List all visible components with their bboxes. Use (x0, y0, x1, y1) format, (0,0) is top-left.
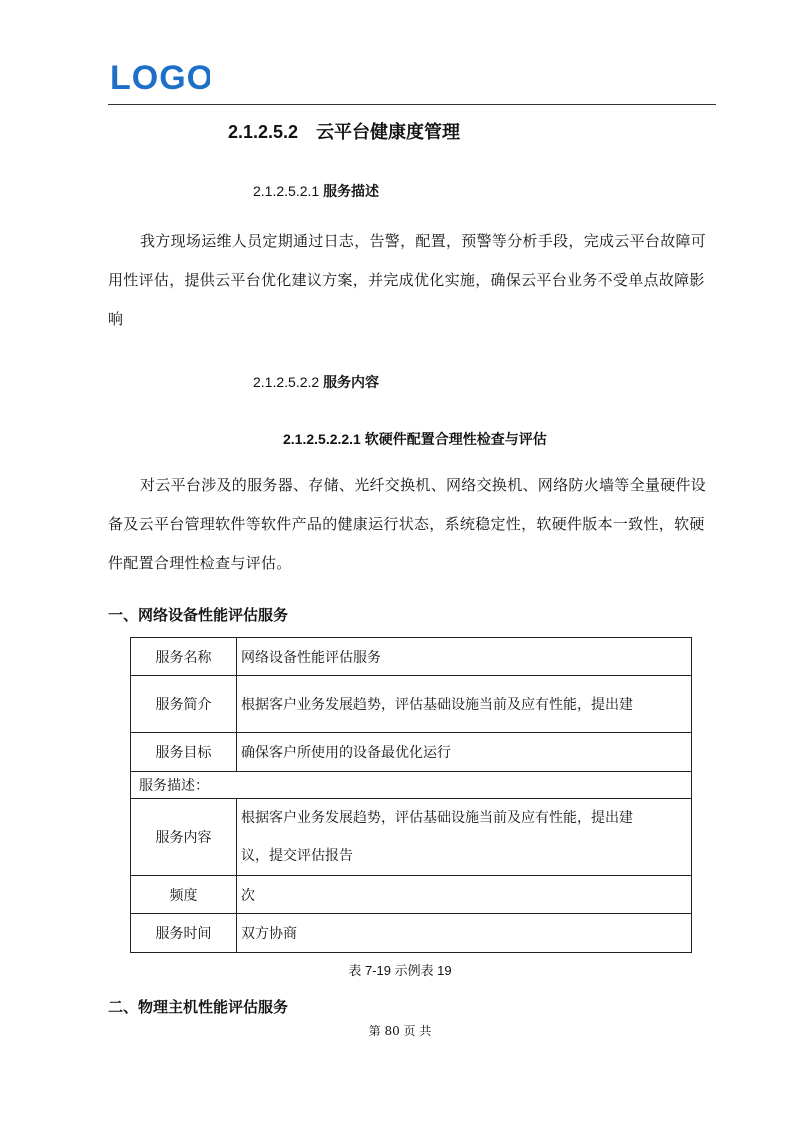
table-key: 服务时间 (131, 914, 237, 953)
page-number: 80 (384, 1024, 400, 1038)
table-value: 次 (237, 876, 692, 914)
table-value-line: 议，提交评估报告 (241, 848, 353, 864)
logo-text: LOGO (110, 60, 210, 96)
section-heading (228, 118, 460, 144)
subsection-heading-description (253, 181, 379, 201)
table-value (237, 799, 692, 876)
subsection-title: 服务描述 (323, 183, 380, 199)
table-caption: 表 7-19 示例表 19 (348, 963, 452, 978)
header-rule (108, 104, 716, 105)
service-table (130, 637, 692, 953)
footer-suffix: 页 (403, 1024, 416, 1038)
table-row (131, 638, 692, 676)
subsection-number: 2.1.2.5.2.2 (253, 374, 320, 390)
section-title-network: 一、网络设备性能评估服务 (108, 606, 289, 624)
table-row (131, 733, 692, 772)
table-span-label: 服务描述： (131, 772, 692, 799)
table-key: 频度 (131, 876, 237, 914)
paragraph-description (108, 222, 716, 339)
subsection-number: 2.1.2.5.2.1 (253, 183, 320, 199)
section-title: 云平台健康度管理 (316, 122, 461, 142)
section-title-host: 二、物理主机性能评估服务 (108, 998, 289, 1016)
subsection-title: 服务内容 (323, 374, 380, 390)
table-key: 服务名称 (131, 638, 237, 676)
page-footer (0, 1022, 800, 1039)
table-row (131, 914, 692, 953)
table-key: 服务内容 (131, 799, 237, 876)
table-row (131, 772, 692, 799)
table-value: 根据客户业务发展趋势，评估基础设施当前及应有性能，提出建 (237, 676, 692, 733)
table-value-line: 根据客户业务发展趋势，评估基础设施当前及应有性能，提出建 (241, 810, 633, 826)
logo-graphic (110, 60, 210, 96)
table-row (131, 799, 692, 876)
subsection-heading-content (253, 372, 379, 392)
table-value: 网络设备性能评估服务 (237, 638, 692, 676)
paragraph-text: 对云平台涉及的服务器、存储、光纤交换机、网络交换机、网络防火墙等全量硬件设备及云平台管理软件等软件产品的健康运行状态，系统稳定性，软硬件版本一致性，软硬件配置合理性检查与评估。 (108, 476, 707, 572)
table-value: 确保客户所使用的设备最优化运行 (237, 733, 692, 772)
table-row (131, 876, 692, 914)
table-key: 服务简介 (131, 676, 237, 733)
paragraph-text: 我方现场运维人员定期通过日志，告警，配置，预警等分析手段，完成云平台故障可用性评估，提供云平台优化建议方案，并完成优化实施，确保云平台业务不受单点故障影响 (108, 232, 707, 328)
table-value: 双方协商 (237, 914, 692, 953)
logo (110, 60, 210, 96)
footer-prefix: 第 (368, 1024, 381, 1038)
footer-suffix2: 共 (419, 1024, 432, 1038)
paragraph-content (108, 466, 716, 583)
section-number: 2.1.2.5.2 (228, 122, 299, 142)
table-row (131, 676, 692, 733)
subsubsection-heading: 2.1.2.5.2.2.1 软硬件配置合理性检查与评估 (283, 431, 547, 447)
table-key: 服务目标 (131, 733, 237, 772)
